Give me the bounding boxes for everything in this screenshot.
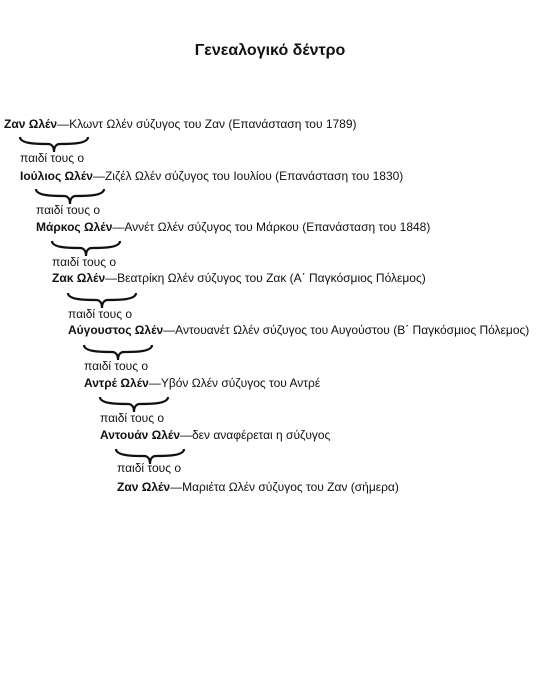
child-label: παιδί τους ο (36, 203, 100, 217)
generation-entry (36, 219, 430, 235)
person-name: Μάρκος Ωλέν (36, 220, 113, 234)
generation-entry (84, 375, 320, 391)
person-name: Ζαν Ωλέν (117, 480, 171, 494)
page-title: Γενεαλογικό δέντρο (194, 42, 346, 59)
spouse-detail: —Ζιζέλ Ωλέν σύζυγος του Ιουλίου (Επανάσταση του 1830) (92, 169, 404, 183)
person-name: Αντρέ Ωλέν (84, 376, 149, 390)
generation-entry (68, 322, 529, 338)
generation-entry (20, 168, 403, 184)
child-label: παιδί τους ο (20, 151, 84, 165)
person-name: Αύγουστος Ωλέν (68, 323, 164, 337)
child-label: παιδί τους ο (68, 307, 132, 321)
person-name: Ιούλιος Ωλέν (20, 169, 93, 183)
person-name: Ζακ Ωλέν (52, 271, 106, 285)
spouse-detail: —Βεατρίκη Ωλέν σύζυγος του Ζακ (Α΄ Παγκόσμιος Πόλεμος) (105, 271, 426, 285)
child-label: παιδί τους ο (117, 461, 181, 475)
child-label: παιδί τους ο (100, 411, 164, 425)
spouse-detail: —Κλωντ Ωλέν σύζυγος του Ζαν (Επανάσταση του 1789) (57, 117, 357, 131)
spouse-detail: —δεν αναφέρεται η σύζυγος (180, 428, 331, 442)
generation-entry (52, 270, 426, 286)
spouse-detail: —Αντουανέτ Ωλέν σύζυγος του Αυγούστου (Β΄ Παγκόσμιος Πόλεμος) (163, 323, 530, 337)
person-name: Αντουάν Ωλέν (100, 428, 180, 442)
child-label: παιδί τους ο (52, 255, 116, 269)
generation-entry (4, 116, 357, 132)
person-name: Ζαν Ωλέν (4, 117, 58, 131)
child-label: παιδί τους ο (84, 359, 148, 373)
generation-entry (100, 427, 330, 443)
spouse-detail: —Υβόν Ωλέν σύζυγος του Αντρέ (148, 376, 321, 390)
generation-entry (117, 479, 399, 495)
spouse-detail: —Μαριέτα Ωλέν σύζυγος του Ζαν (σήμερα) (170, 480, 399, 494)
spouse-detail: —Αννέτ Ωλέν σύζυγος του Μάρκου (Επανάσταση του 1848) (112, 220, 431, 234)
